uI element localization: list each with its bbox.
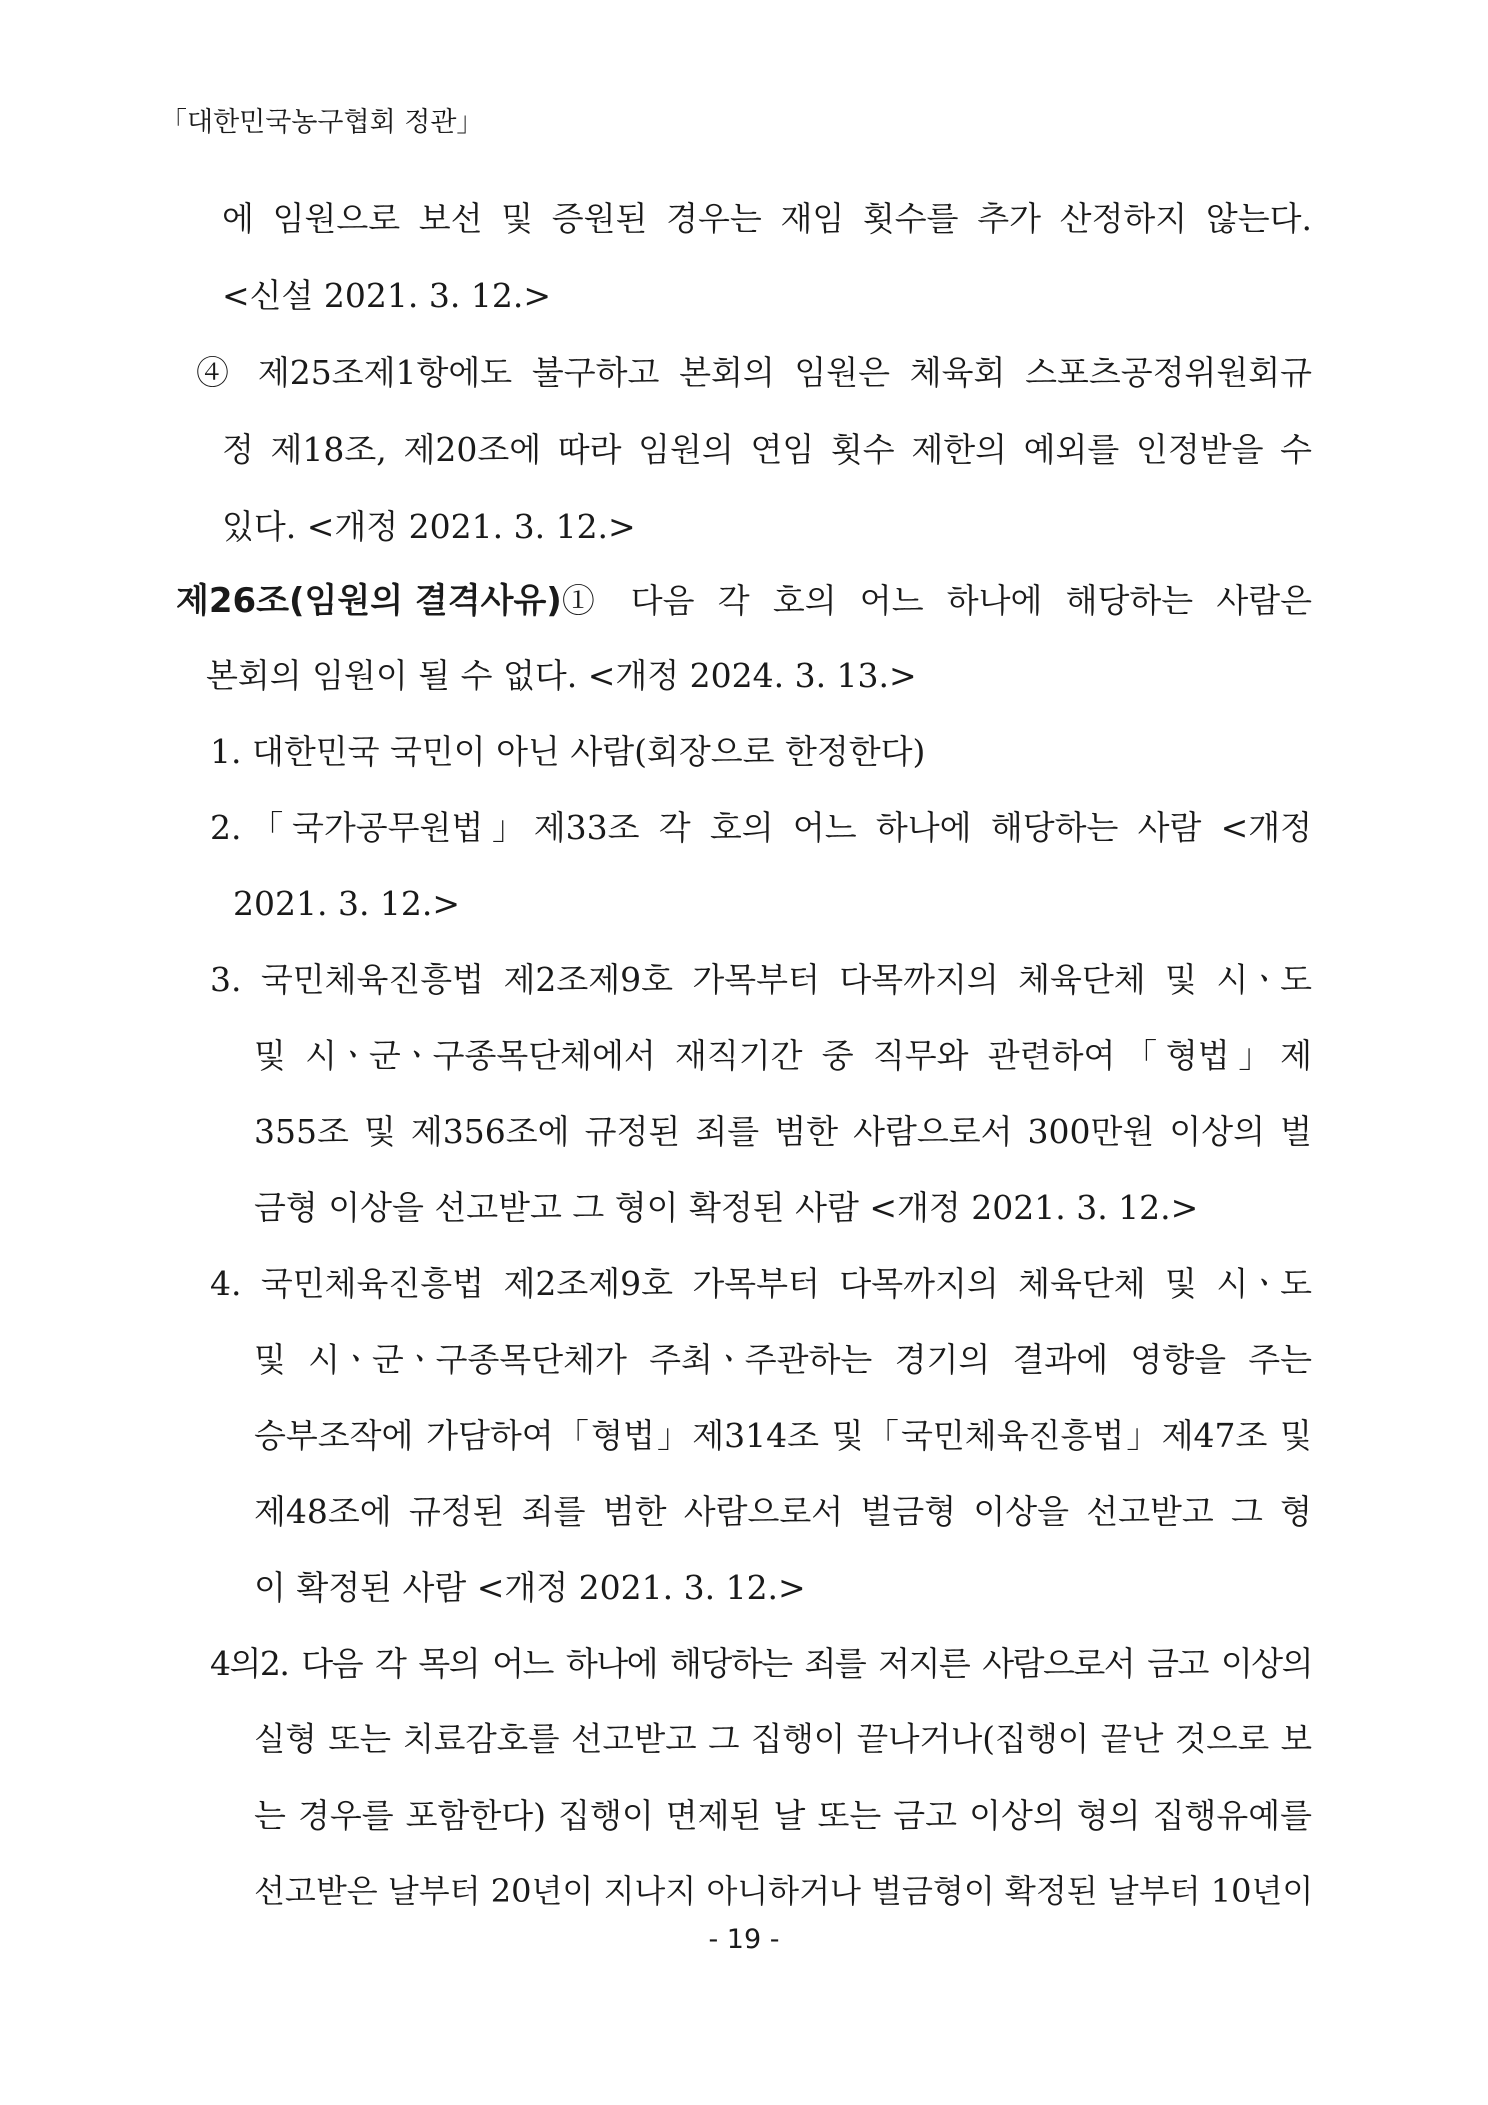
item-4-2-line-1: 4의2. 다음 각 목의 어느 하나에 해당하는 죄를 저지른 사람으로서 금고 이상의 bbox=[210, 1644, 1312, 1683]
item-1-line-1: 1. 대한민국 국민이 아닌 사람(회장으로 한정한다) bbox=[210, 732, 926, 771]
item-2-line-2: 2021. 3. 12.> bbox=[233, 884, 461, 923]
item-3-line-4: 금형 이상을 선고받고 그 형이 확정된 사람 <개정 2021. 3. 12.> bbox=[254, 1188, 1199, 1227]
continuation-line-1: 에 임원으로 보선 및 증원된 경우는 재임 횟수를 추가 산정하지 않는다. bbox=[222, 199, 1312, 238]
item-4-line-2: 및 시ㆍ군ㆍ구종목단체가 주최ㆍ주관하는 경기의 결과에 영향을 주는 bbox=[254, 1340, 1312, 1379]
item-3-line-3: 355조 및 제356조에 규정된 죄를 범한 사람으로서 300만원 이상의 벌 bbox=[254, 1112, 1312, 1151]
paragraph-4-line-1: ④ 제25조제1항에도 불구하고 본회의 임원은 체육회 스포츠공정위원회규 bbox=[196, 353, 1312, 392]
item-2-line-1: 2.「국가공무원법」제33조 각 호의 어느 하나에 해당하는 사람 <개정 bbox=[210, 808, 1312, 847]
article-26-line-2: 본회의 임원이 될 수 없다. <개정 2024. 3. 13.> bbox=[206, 656, 917, 695]
document-header: 「대한민국농구협회 정관」 bbox=[160, 107, 484, 138]
item-4-2-line-3: 는 경우를 포함한다) 집행이 면제된 날 또는 금고 이상의 형의 집행유예를 bbox=[254, 1796, 1312, 1835]
item-3-line-2: 및 시ㆍ군ㆍ구종목단체에서 재직기간 중 직무와 관련하여「형법」제 bbox=[254, 1036, 1312, 1075]
paragraph-4-line-2: 정 제18조, 제20조에 따라 임원의 연임 횟수 제한의 예외를 인정받을 수 bbox=[222, 430, 1312, 469]
article-26-line-1: ① 다음 각 호의 어느 하나에 해당하는 사람은 bbox=[561, 581, 1312, 620]
continuation-line-2: <신설 2021. 3. 12.> bbox=[222, 276, 551, 315]
page-number: - 19 - bbox=[708, 1924, 780, 1955]
item-4-line-5: 이 확정된 사람 <개정 2021. 3. 12.> bbox=[254, 1568, 806, 1607]
item-3-line-1: 3. 국민체육진흥법 제2조제9호 가목부터 다목까지의 체육단체 및 시ㆍ도 bbox=[210, 960, 1312, 999]
article-26-title: 제26조(임원의 결격사유) bbox=[176, 581, 562, 621]
item-4-line-3: 승부조작에 가담하여「형법」제314조 및「국민체육진흥법」제47조 및 bbox=[254, 1416, 1312, 1455]
paragraph-4-line-3: 있다. <개정 2021. 3. 12.> bbox=[222, 507, 636, 546]
item-4-line-1: 4. 국민체육진흥법 제2조제9호 가목부터 다목까지의 체육단체 및 시ㆍ도 bbox=[210, 1264, 1312, 1303]
article-26-heading bbox=[176, 581, 1312, 621]
item-4-2-line-4: 선고받은 날부터 20년이 지나지 아니하거나 벌금형이 확정된 날부터 10년이 bbox=[254, 1872, 1314, 1910]
item-4-line-4: 제48조에 규정된 죄를 범한 사람으로서 벌금형 이상을 선고받고 그 형 bbox=[254, 1492, 1312, 1531]
item-4-2-line-2: 실형 또는 치료감호를 선고받고 그 집행이 끝나거나(집행이 끝난 것으로 보 bbox=[254, 1720, 1312, 1758]
